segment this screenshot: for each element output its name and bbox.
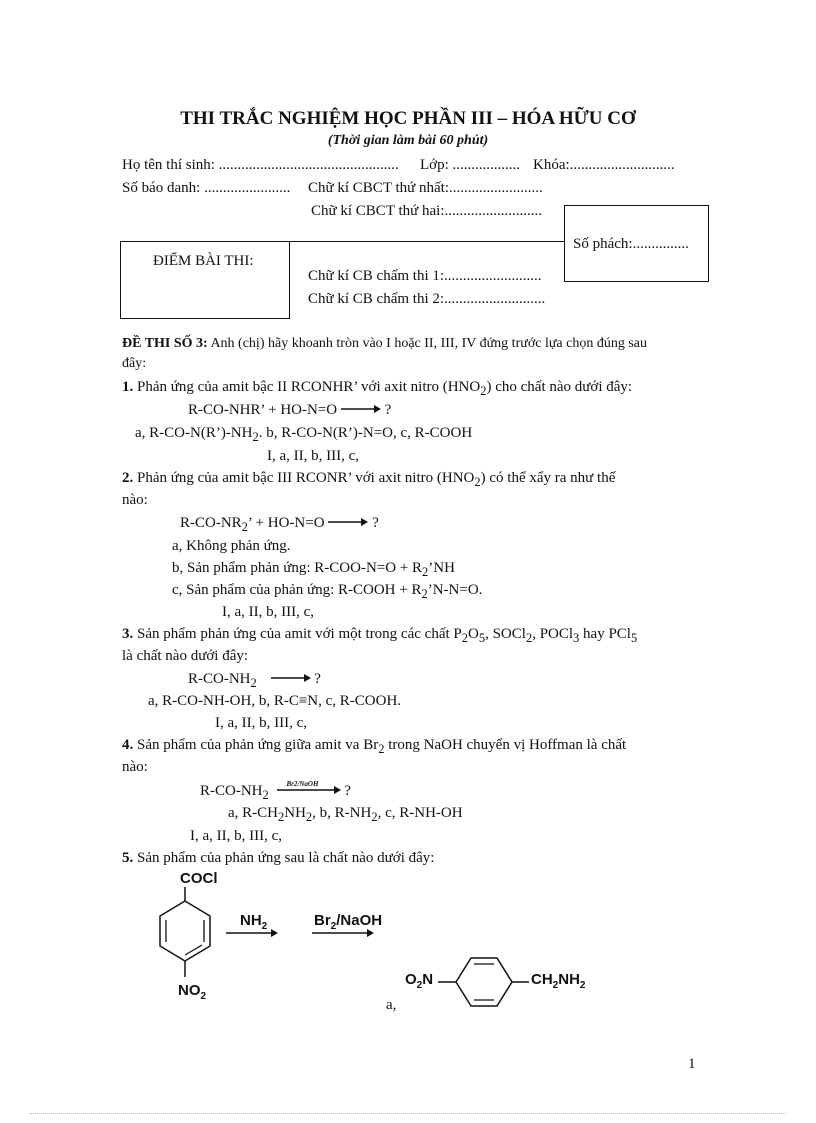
so-phach-box: [564, 205, 709, 282]
divider-line: [289, 241, 564, 242]
question-3-number: 3.: [122, 626, 134, 642]
candidate-name-field: Họ tên thí sinh: ................................................: [122, 157, 399, 173]
arrow-icon: [277, 785, 341, 799]
option-text: NH: [284, 805, 306, 821]
question-1-text-tail: ) cho chất nào dưới đây:: [486, 379, 633, 395]
formula-part: hay PCl: [579, 626, 631, 642]
coci-group-label: COCl: [180, 870, 218, 887]
instructions-text-2: đây:: [122, 356, 147, 371]
reagent-text: Br: [314, 912, 331, 929]
question-2-option-c: c, Sản phẩm của phản ứng: R-COOH + $R_2’N-N=O$.: [172, 582, 483, 601]
option-text-tail: ’N-N=O.: [427, 582, 483, 598]
question-3-text: Sản phẩm phản ứng của amit với một trong các chất P: [133, 626, 462, 642]
product-text: N: [422, 971, 434, 988]
proctor-2-signature: Chữ kí CBCT thứ hai:..........................: [311, 203, 542, 219]
question-2: 2. Phản ứng của amit bậc III RCONR’ với axit nitro $(HNO_2)$ có thể xẩy ra như thế: [122, 470, 616, 489]
option-text: , b, R-NH: [312, 805, 372, 821]
proctor-1-signature: Chữ kí CBCT thứ nhất:.........................: [308, 180, 543, 196]
reagent-2-label: $Br_2$/NaOH: [314, 912, 383, 932]
question-1: [122, 378, 632, 400]
question-4-text-tail: trong NaOH chuyển vị Hoffman là chất: [384, 737, 627, 753]
benzene-ring-product: [436, 952, 531, 1012]
reagent-text: /NaOH: [336, 912, 383, 929]
question-5-number: 5.: [122, 850, 134, 866]
labeled-arrow: [277, 781, 341, 795]
question-1-reaction: [188, 401, 391, 419]
exam-instructions: [122, 335, 647, 353]
question-2-text-2: nào:: [122, 492, 148, 508]
question-4-text-2: nào:: [122, 759, 148, 775]
question-4-text: Sản phẩm của phản ứng giữa amit va Br: [133, 737, 379, 753]
so-phach-label: Số phách:...............: [573, 236, 689, 252]
option-text: a, R-CH: [228, 805, 278, 821]
arrow-label: Br2/NaOH: [286, 780, 319, 788]
question-3-reaction: $R-CO-NH_2$ ?: [188, 671, 321, 690]
product-text: NH: [558, 971, 580, 988]
question-5-text: Sản phẩm của phản ứng sau là chất nào dưới đây:: [133, 850, 435, 866]
question-4-reaction: $R-CO-NH_2$ Br2/NaOH ?: [200, 781, 351, 804]
arrow-icon: [341, 404, 381, 414]
student-number-field: Số báo danh: .......................: [122, 180, 291, 196]
product-ch2nh2-label: $CH_2NH_2$: [531, 971, 586, 991]
product-text: CH: [531, 971, 553, 988]
question-2-text: Phản ứng của amit bậc III RCONR’ với axit nitro (HNO: [133, 470, 475, 486]
footer-divider: [30, 1113, 786, 1114]
question-1-options: [135, 424, 472, 446]
grader-2-signature: Chữ kí CB chấm thi 2:...........................: [308, 291, 546, 307]
question-3: 3. Sản phẩm phản ứng của amit với một trong các chất $P_2O_5$, SOCl$_2$, POCl$_3$ hay PCl$_5$: [122, 626, 638, 645]
arrow-icon: [271, 673, 311, 683]
product-text: O: [405, 971, 417, 988]
benzene-ring-reactant: [150, 885, 220, 985]
question-3-answers[interactable]: I, a, II, b, III, c,: [215, 715, 308, 731]
reaction-equation: R-CO-NHR’ + HO-N=O: [188, 402, 338, 418]
no2-text: NO: [178, 982, 201, 999]
reaction-product: ?: [314, 671, 321, 687]
formula-part: , SOCl: [485, 626, 526, 642]
question-3-options: a, R-CO-NH-OH, b, R-C≡N, c, R-COOH.: [148, 693, 402, 709]
exam-duration: (Thời gian làm bài 60 phút): [327, 133, 489, 148]
question-1-answers[interactable]: I, a, II, b, III, c,: [267, 448, 360, 464]
instructions-text: Anh (chị) hãy khoanh tròn vào I hoặc II, III, IV đứng trước lựa chọn đúng sau: [207, 336, 648, 351]
score-box: [120, 241, 290, 319]
exam-title: THI TRẮC NGHIỆM HỌC PHẦN III – HÓA HỮU CƠ: [180, 108, 636, 129]
question-1-text: Phản ứng của amit bậc II RCONHR’ với axit nitro (HNO: [133, 379, 481, 395]
grader-1-signature: Chữ kí CB chấm thi 1:..........................: [308, 268, 542, 284]
question-1-number: 1.: [122, 379, 134, 395]
arrow-icon: [312, 928, 374, 938]
question-2-option-b: b, Sản phẩm phản ứng: $R-COO-N=O + R_2’NH$: [172, 560, 455, 579]
arrow-icon: [328, 517, 368, 527]
option-text-tail: ’NH: [428, 560, 455, 576]
question-5: [122, 849, 434, 867]
reagent-1-label: $NH_2$: [240, 912, 268, 932]
reagent-text: NH: [240, 912, 262, 929]
reaction-product: ?: [384, 402, 392, 418]
option-text: a, R-CO-N(R’)-NH: [135, 425, 253, 441]
formula-part: O: [467, 626, 479, 642]
product-no2-label: $O_2N$: [405, 971, 434, 991]
question-2-number: 2.: [122, 470, 134, 486]
score-label: ĐIỂM BÀI THI:: [153, 253, 254, 269]
reaction-equation: R-CO-NR: [180, 515, 242, 531]
reaction-equation-tail: ’ + HO-N=O: [247, 515, 325, 531]
subscript: 2: [252, 430, 259, 444]
reaction-equation: R-CO-NH: [188, 671, 251, 687]
subscript: 2: [480, 384, 487, 398]
option-text-tail: . b, R-CO-N(R’)-N=O, c, R-COOH: [258, 425, 473, 441]
question-2-text-tail: ) có thể xẩy ra như thế: [480, 470, 616, 486]
option-a-label[interactable]: a,: [386, 997, 397, 1013]
question-2-reaction: $R-CO-NR_2$’ + HO-N=O ?: [180, 515, 379, 534]
reaction-product: ?: [344, 783, 351, 799]
formula-part: , POCl: [532, 626, 574, 642]
course-field: Khóa:............................: [533, 157, 675, 173]
question-4: 4. Sản phẩm của phản ứng giữa amit va $Br_2$ trong NaOH chuyển vị Hoffman là chất: [122, 737, 627, 756]
reaction-product: ?: [372, 515, 379, 531]
question-3-text-2: là chất nào dưới đây:: [122, 648, 249, 664]
arrow-icon: [226, 928, 278, 938]
question-4-answers[interactable]: I, a, II, b, III, c,: [190, 828, 283, 844]
question-2-answers[interactable]: I, a, II, b, III, c,: [222, 604, 315, 620]
question-4-options: a, $R-CH_2NH_2$, b, $R-NH_2$, c, R-NH-OH: [228, 805, 463, 824]
page-number: 1: [688, 1056, 696, 1072]
class-field: Lớp: ..................: [420, 157, 521, 173]
option-text: , c, R-NH-OH: [377, 805, 463, 821]
exam-number-label: ĐỀ THI SỐ 3:: [122, 336, 208, 351]
question-4-number: 4.: [122, 737, 134, 753]
no2-group-label: $NO_2$: [178, 982, 207, 1002]
option-text: c, Sản phẩm của phản ứng: R-COOH + R: [172, 582, 422, 598]
question-2-option-a: a, Không phản ứng.: [172, 538, 291, 554]
reaction-equation: R-CO-NH: [200, 783, 263, 799]
option-text: b, Sản phẩm phản ứng: R-COO-N=O + R: [172, 560, 423, 576]
